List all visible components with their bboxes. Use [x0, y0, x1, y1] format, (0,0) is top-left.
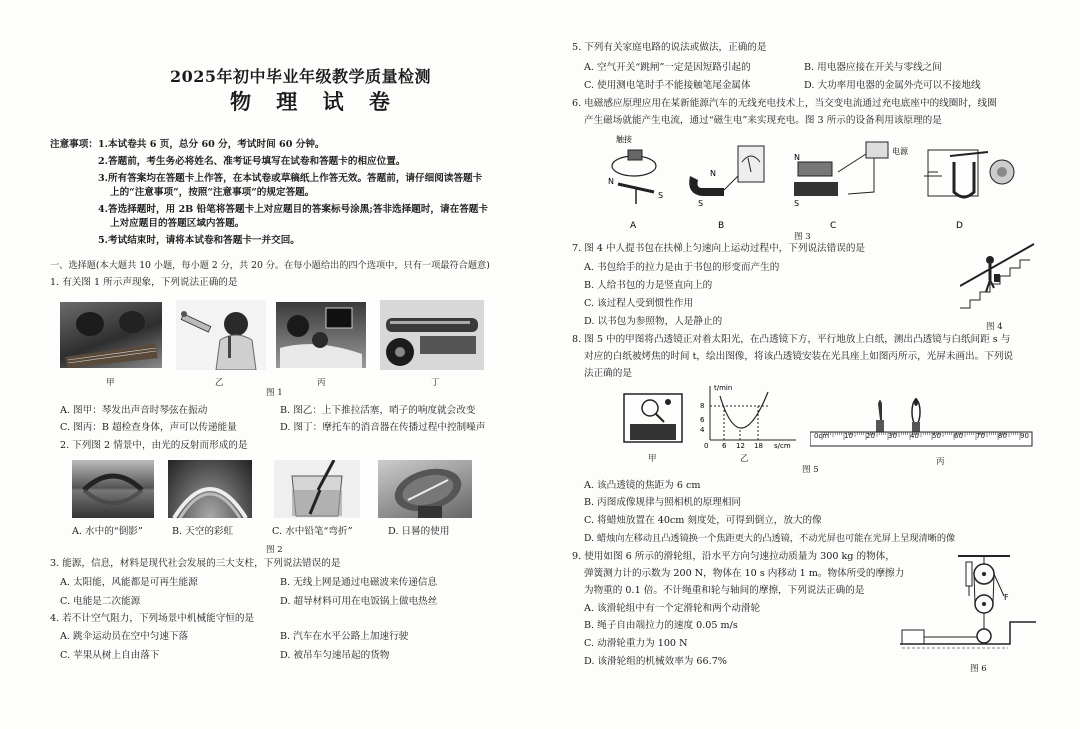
svg-text:A: A [630, 221, 637, 231]
graph-ylabel: t/min [714, 384, 733, 392]
svg-text:N: N [608, 177, 614, 186]
graph-xtick: 18 [754, 442, 763, 450]
q5-stem: 5. 下列有关家庭电路的说法或做法，正确的是 [572, 42, 767, 53]
q9-caption: 图 6 [970, 664, 987, 674]
q7-option-b: B. 人给书包的力是竖直向上的 [584, 280, 713, 291]
q4-option-b: B. 汽车在水平公路上加速行驶 [280, 631, 409, 642]
q6-caption: 图 3 [794, 232, 811, 242]
ruler-tick-label: 40 [910, 432, 919, 440]
q8-option-d: D. 蜡烛向左移动且凸透镜换一个焦距更大的凸透镜，不动光屏也可能在光屏上呈现清晰的像 [584, 533, 956, 544]
ruler-tick-label: 50 [932, 432, 941, 440]
graph-xtick: 12 [736, 442, 745, 450]
q2-stem: 2. 下列图 2 情景中，由光的反射而形成的是 [60, 440, 248, 451]
q2-image-sundial [378, 460, 472, 518]
q8-label-jia: 甲 [648, 454, 657, 464]
figure-3 [598, 132, 1038, 232]
q7-caption: 图 4 [986, 322, 1003, 332]
q2-option-c: C. 水中铅笔“弯折” [272, 526, 353, 537]
q4-option-d: D. 被吊车匀速吊起的货物 [280, 650, 390, 661]
q8-caption: 图 5 [802, 465, 819, 475]
graph-xtick: 6 [722, 442, 727, 450]
q8-label-yi: 乙 [740, 454, 749, 464]
svg-text:触接: 触接 [616, 135, 632, 144]
q2-image-pencil [274, 460, 360, 518]
graph-xtick: 0 [704, 442, 709, 450]
figure-5-yi-graph [696, 382, 806, 450]
q3-stem: 3. 能源，信息，材料是现代社会发展的三大支柱，下列说法错误的是 [50, 558, 341, 569]
notice-item: 2.答题前，考生务必将姓名、准考证号填写在试卷和答题卡的相应位置。 [98, 156, 406, 167]
q5-option-b: B. 用电器应接在开关与零线之间 [804, 62, 942, 73]
q8-option-b: B. 丙图成像规律与照相机的原理相同 [584, 497, 742, 508]
notice-item: 3.所有答案均在答题卡上作答，在本试卷或草稿纸上作答无效。答题前，请仔细阅读答题卡 [98, 173, 483, 184]
q5-option-a: A. 空气开关“跳闸”一定是因短路引起的 [584, 62, 751, 73]
ruler-tick-label: 30 [888, 432, 897, 440]
graph-xlabel: s/cm [774, 442, 791, 450]
exam-title: 2025年初中毕业年级教学质量检测 [170, 67, 432, 86]
q1-caption: 图 1 [266, 388, 283, 398]
ruler-tick-label: 60 [954, 432, 963, 440]
notice-item: 上对应题目的答题区域内答题。 [110, 218, 245, 229]
q2-option-a: A. 水中的“倒影” [72, 526, 143, 537]
exam-subtitle: 物 理 试 卷 [230, 89, 399, 114]
ruler-tick-label: 90 [1020, 432, 1029, 440]
q7-option-a: A. 书包给手的拉力是由于书包的形变而产生的 [584, 262, 780, 273]
q9-option-c: C. 动滑轮重力为 100 N [584, 638, 688, 649]
notice-item: 5.考试结束时，请将本试卷和答题卡一并交回。 [98, 235, 300, 246]
figure-5-jia [620, 388, 686, 446]
section-heading: 一、选择题(本大题共 10 小题，每小题 2 分，共 20 分。在每小题给出的四个选项中，只有一项最符合题意) [50, 260, 490, 271]
q3-option-b: B. 无线上网是通过电磁波来传递信息 [280, 577, 438, 588]
q1-label-ding: 丁 [431, 378, 440, 388]
q1-image-ultrasound [276, 302, 366, 368]
figure-4-escalator [960, 238, 1042, 318]
q8-stem-line2: 对应的白纸被烤焦的时间 t，绘出图像，将该凸透镜安装在光具座上如图丙所示，光屏未画出。下列说 [584, 351, 1014, 362]
notice-item: 1.本试卷共 6 页，总分 60 分，考试时间 60 分钟。 [98, 139, 325, 150]
q4-option-c: C. 苹果从树上自由落下 [60, 650, 160, 661]
q1-image-whistle [176, 300, 266, 370]
ruler-tick-label: 80 [998, 432, 1007, 440]
q9-option-d: D. 该滑轮组的机械效率为 66.7% [584, 656, 727, 667]
q2-caption: 图 2 [266, 545, 283, 555]
graph-ytick: 6 [700, 416, 705, 424]
fig3-device-c [794, 142, 909, 231]
q9-option-a: A. 该滑轮组中有一个定滑轮和两个动滑轮 [584, 603, 761, 614]
svg-text:C: C [830, 221, 837, 231]
q8-stem-line1: 8. 图 5 中的甲图将凸透镜正对着太阳光，在凸透镜下方，平行地放上白纸，测出凸透镜与白纸间距 s 与 [572, 334, 1011, 345]
q8-option-c: C. 将蜡烛放置在 40cm 刻度处，可得到倒立，放大的像 [584, 515, 822, 526]
svg-text:F: F [1004, 593, 1009, 602]
q1-option-d: D. 图丁：摩托车的消音器在传播过程中控制噪声 [280, 422, 486, 433]
q8-option-a: A. 该凸透镜的焦距为 6 cm [584, 480, 701, 491]
q3-option-c: C. 电能是二次能源 [60, 596, 141, 607]
ruler-labels [814, 432, 1036, 444]
q7-option-d: D. 以书包为参照物，人是静止的 [584, 316, 723, 327]
svg-text:S: S [698, 199, 704, 208]
svg-text:N: N [710, 169, 716, 178]
fig3-device-d [924, 150, 1014, 231]
graph-ytick: 4 [700, 426, 705, 434]
q9-stem-line3: 为物重的 0.1 倍。不计绳重和轮与轴间的摩擦，下列说法正确的是 [584, 585, 865, 596]
notice-item: 上的“注意事项”，按照“注意事项”的规定答题。 [110, 187, 315, 198]
q2-option-b: B. 天空的彩虹 [172, 526, 234, 537]
q3-option-d: D. 超导材料可用在电饭锅上做电热丝 [280, 596, 438, 607]
svg-text:B: B [718, 221, 725, 231]
q1-option-c: C. 图丙：B 超检查身体，声可以传递能量 [60, 422, 237, 433]
q9-option-b: B. 绳子自由端拉力的速度 0.05 m/s [584, 620, 738, 631]
q1-label-bing: 丙 [317, 378, 326, 388]
svg-text:电源: 电源 [892, 147, 908, 156]
q1-option-a: A. 图甲：琴发出声音时琴弦在振动 [60, 405, 208, 416]
svg-text:D: D [956, 221, 963, 231]
q3-option-a: A. 太阳能，风能都是可再生能源 [60, 577, 198, 588]
q1-image-motorcycle [380, 300, 484, 370]
q5-option-c: C. 使用测电笔时手不能接触笔尾金属体 [584, 80, 751, 91]
q1-label-jia: 甲 [106, 378, 115, 388]
q9-stem-line2: 弹簧测力计的示数为 200 N，物体在 10 s 内移动 1 m。物体所受的摩擦力 [584, 568, 905, 579]
q1-image-guzheng [60, 302, 162, 368]
q1-label-yi: 乙 [215, 378, 224, 388]
svg-text:S: S [658, 191, 664, 200]
svg-text:S: S [794, 199, 800, 208]
notice-item: 4.答选择题时，用 2B 铅笔将答题卡上对应题目的答案标号涂黑;答非选择题时，请在答题卡 [98, 204, 488, 215]
q7-stem: 7. 图 4 中人提书包在扶梯上匀速向上运动过程中，下列说法错误的是 [572, 243, 866, 254]
q7-option-c: C. 该过程人受到惯性作用 [584, 298, 694, 309]
fig3-device-a [608, 134, 663, 231]
q5-option-d: D. 大功率用电器的金属外壳可以不接地线 [804, 80, 981, 91]
graph-ytick: 8 [700, 402, 705, 410]
q6-stem-line2: 产生磁场就能产生电流，通过“磁生电”来实现充电。图 3 所示的设备利用该原理的是 [584, 115, 942, 126]
figure-6-pulley [900, 552, 1036, 658]
notice-label: 注意事项： [50, 139, 98, 150]
q4-option-a: A. 跳伞运动员在空中匀速下落 [60, 631, 189, 642]
ruler-tick-label: 0cm [814, 432, 830, 440]
svg-text:N: N [794, 153, 800, 162]
ruler-tick-label: 20 [866, 432, 875, 440]
ruler-tick-label: 10 [844, 432, 853, 440]
q1-option-b: B. 图乙：上下推拉活塞，哨子的响度就会改变 [280, 405, 476, 416]
q9-stem-line1: 9. 使用如图 6 所示的滑轮组，沿水平方向匀速拉动质量为 300 kg 的物体， [572, 551, 895, 562]
q6-stem-line1: 6. 电磁感应原理应用在某新能源汽车的无线充电技术上，当交变电流通过充电底座中的线圈时，线圈 [572, 98, 997, 109]
q8-label-bing: 丙 [936, 457, 945, 467]
q8-stem-line3: 法正确的是 [584, 368, 632, 379]
q2-image-reflection [72, 460, 154, 518]
q1-stem: 1. 有关图 1 所示声现象，下列说法正确的是 [50, 277, 238, 288]
fig3-device-b [689, 146, 764, 231]
q2-option-d: D. 日晷的使用 [388, 526, 450, 537]
q4-stem: 4. 若不计空气阻力，下列场景中机械能守恒的是 [50, 613, 255, 624]
ruler-tick-label: 70 [976, 432, 985, 440]
q2-image-rainbow [168, 460, 252, 518]
